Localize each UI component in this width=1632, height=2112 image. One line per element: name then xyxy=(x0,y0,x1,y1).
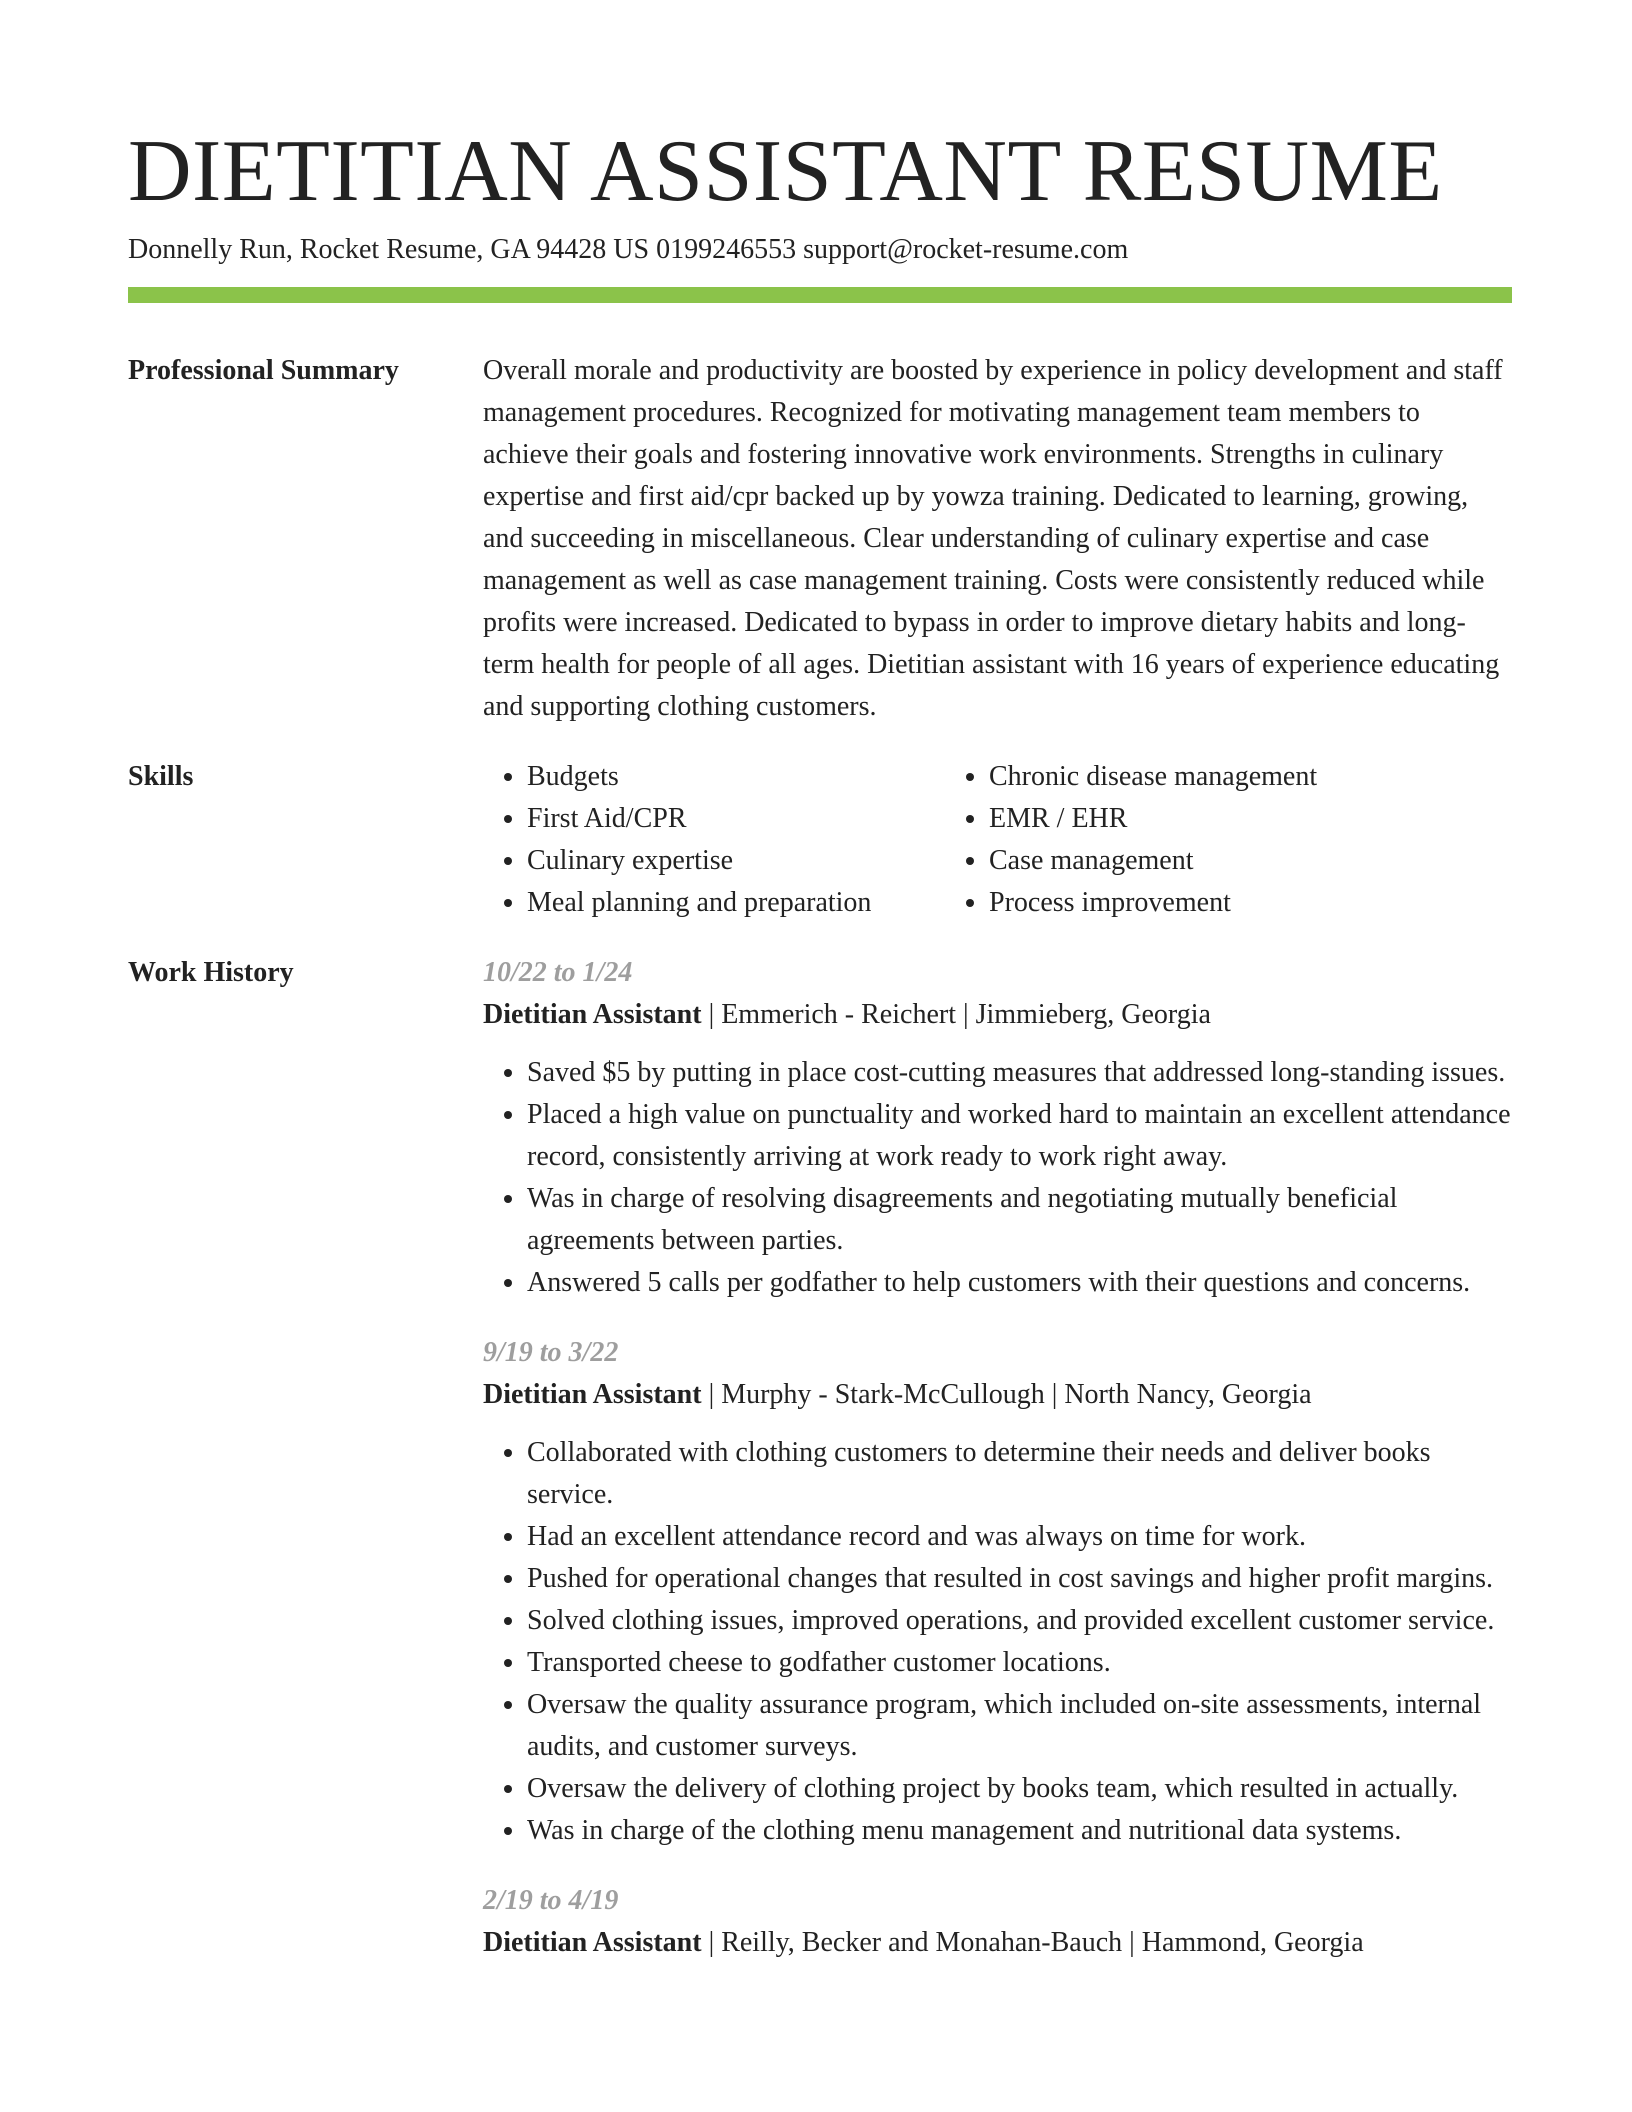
skills-heading: Skills xyxy=(128,761,194,792)
job-separator: | xyxy=(955,999,976,1030)
job-title: Dietitian Assistant xyxy=(483,999,702,1030)
job-entry xyxy=(483,1880,1512,1964)
job-title: Dietitian Assistant xyxy=(483,1927,702,1958)
page-title: DIETITIAN ASSISTANT RESUME xyxy=(128,123,1443,220)
job-dates: 10/22 to 1/24 xyxy=(483,957,633,988)
job-separator: | xyxy=(1044,1379,1065,1410)
job-bullet: • Transported cheese to godfather customer locations. xyxy=(527,1642,1512,1684)
job-bullet: • Was in charge of resolving disagreements and negotiating mutually beneficial agreements between parties. xyxy=(527,1178,1512,1262)
job-bullet: • Answered 5 calls per godfather to help customers with their questions and concerns. xyxy=(527,1262,1512,1304)
job-company: Emmerich - Reichert xyxy=(721,999,956,1030)
job-company: Murphy - Stark-McCullough xyxy=(721,1379,1045,1410)
skill-item: • Case management xyxy=(989,840,1512,882)
job-separator: | xyxy=(701,1927,722,1958)
job-dates: 2/19 to 4/19 xyxy=(483,1885,619,1916)
skill-item: • Culinary expertise xyxy=(527,840,945,882)
job-heading xyxy=(483,994,1512,1036)
skill-item: • Chronic disease management xyxy=(989,756,1512,798)
skills-column-left xyxy=(483,756,945,924)
jobs-list xyxy=(483,952,1512,1992)
job-bullet: • Pushed for operational changes that resulted in cost savings and higher profit margins. xyxy=(527,1558,1512,1600)
job-bullet: • Oversaw the quality assurance program, which included on-site assessments, internal audits, and customer surveys. xyxy=(527,1684,1512,1768)
job-heading xyxy=(483,1374,1512,1416)
work-history-heading: Work History xyxy=(128,957,294,988)
summary-heading: Professional Summary xyxy=(128,355,399,386)
skill-item: • Budgets xyxy=(527,756,945,798)
job-entry xyxy=(483,952,1512,1304)
job-bullet: • Had an excellent attendance record and was always on time for work. xyxy=(527,1516,1512,1558)
job-location: Jimmieberg, Georgia xyxy=(975,999,1211,1030)
job-bullet: • Collaborated with clothing customers to determine their needs and deliver books service. xyxy=(527,1432,1512,1516)
job-title: Dietitian Assistant xyxy=(483,1379,702,1410)
skill-item: • EMR / EHR xyxy=(989,798,1512,840)
work-history-section xyxy=(128,952,1512,1992)
job-entry xyxy=(483,1332,1512,1852)
skills-column-right xyxy=(945,756,1512,924)
skill-item: • First Aid/CPR xyxy=(527,798,945,840)
job-bullet: • Oversaw the delivery of clothing project by books team, which resulted in actually. xyxy=(527,1768,1512,1810)
job-heading xyxy=(483,1922,1512,1964)
job-separator: | xyxy=(701,1379,722,1410)
job-separator: | xyxy=(1122,1927,1142,1958)
job-dates: 9/19 to 3/22 xyxy=(483,1337,619,1368)
job-bullet: • Saved $5 by putting in place cost-cutting measures that addressed long-standing issues. xyxy=(527,1052,1512,1094)
job-separator: | xyxy=(701,999,722,1030)
skill-item: • Meal planning and preparation xyxy=(527,882,945,924)
header-divider xyxy=(128,287,1512,303)
skills-section xyxy=(128,756,1512,924)
job-bullet: • Was in charge of the clothing menu management and nutritional data systems. xyxy=(527,1810,1512,1852)
job-bullets xyxy=(483,1052,1512,1304)
job-location: North Nancy, Georgia xyxy=(1064,1379,1312,1410)
job-company: Reilly, Becker and Monahan-Bauch xyxy=(721,1927,1123,1958)
skills-list xyxy=(483,756,1512,924)
job-bullet: • Solved clothing issues, improved operations, and provided excellent customer service. xyxy=(527,1600,1512,1642)
summary-section xyxy=(128,350,1512,728)
job-bullet: • Placed a high value on punctuality and worked hard to maintain an excellent attendance record, consistently arriving at work ready to work right away. xyxy=(527,1094,1512,1178)
summary-text: Overall morale and productivity are boosted by experience in policy development and staff management procedures. Recognized for motivating management team members to achieve their goals and fostering innovative work environments. Strengths in culinary expertise and first aid/cpr backed up by yowza training. Dedicated to learning, growing, and succeeding in miscellaneous. Clear understanding of culinary expertise and case management as well as case management training. Costs were consistently reduced while profits were increased. Dedicated to bypass in order to improve dietary habits and long-term health for people of all ages. Dietitian assistant with 16 years of experience educating and supporting clothing customers. xyxy=(483,355,1503,722)
job-location: Hammond, Georgia xyxy=(1141,1927,1364,1958)
contact-line: Donnelly Run, Rocket Resume, GA 94428 US 0199246553 support@rocket-resume.com xyxy=(128,234,1129,265)
resume-content xyxy=(128,350,1512,2020)
job-bullets xyxy=(483,1432,1512,1852)
skill-item: • Process improvement xyxy=(989,882,1512,924)
